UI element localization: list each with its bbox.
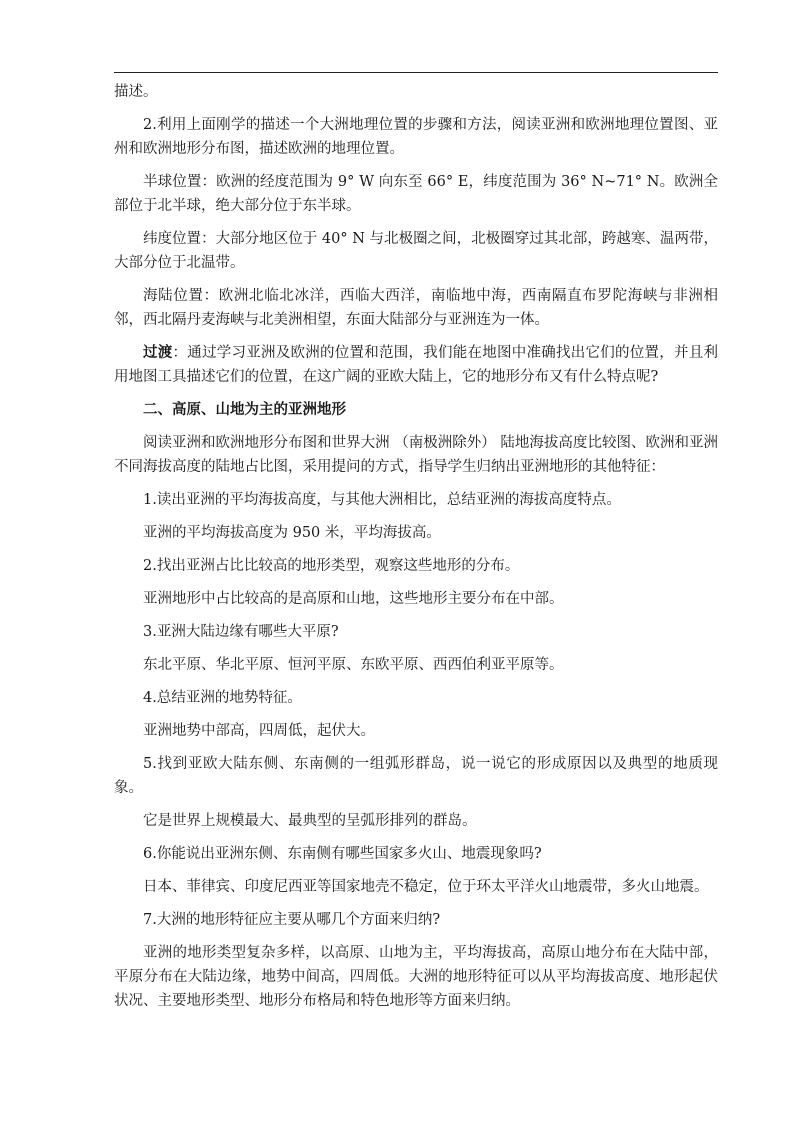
answer-3: 东北平原、华北平原、恒河平原、东欧平原、西西伯利亚平原等。 bbox=[143, 657, 564, 673]
question-6: 6.你能说出亚洲东侧、东南侧有哪些国家多火山、地震现象吗? bbox=[143, 846, 542, 862]
answer-5: 它是世界上规模最大、最典型的呈弧形排列的群岛。 bbox=[143, 813, 477, 829]
paragraph-hemisphere-position: 半球位置：欧洲的经度范围为 9° W 向东至 66° E，纬度范围为 36° N~71° N。欧洲全部位于北半球，绝大部分位于东半球。 bbox=[114, 174, 718, 214]
answer-6: 日本、菲律宾、印度尼西亚等国家地壳不稳定，位于环太平洋火山地震带，多火山地震。 bbox=[143, 879, 709, 895]
question-5: 5.找到亚欧大陆东侧、东南侧的一组弧形群岛，说一说它的形成原因以及典型的地质现象。 bbox=[114, 756, 718, 796]
paragraph-question-2: 2.利用上面刚学的描述一个大洲地理位置的步骤和方法，阅读亚洲和欧洲地理位置图、亚州和欧洲地形分布图，描述欧洲的地理位置。 bbox=[114, 117, 718, 157]
section-heading: 二、高原、山地为主的亚洲地形 bbox=[143, 401, 346, 418]
paragraph-transition: 过渡：通过学习亚洲及欧洲的位置和范围，我们能在地图中准确找出它们的位置，并且利用地图工具描述它们的位置，在这广阔的亚欧大陆上，它的地形分布又有什么特点呢? bbox=[114, 344, 718, 385]
question-1: 1.读出亚洲的平均海拔高度，与其他大洲相比，总结亚洲的海拔高度特点。 bbox=[143, 492, 621, 508]
answer-4: 亚洲地势中部高，四周低，起伏大。 bbox=[143, 723, 375, 739]
question-2: 2.找出亚洲占比比较高的地形类型，观察这些地形的分布。 bbox=[143, 558, 520, 574]
document-body bbox=[114, 80, 718, 1022]
paragraph-latitude-position: 纬度位置：大部分地区位于 40° N 与北极圈之间，北极圈穿过其北部，跨越寒、温两带，大部分位于北温带。 bbox=[114, 231, 718, 271]
answer-2: 亚洲地形中占比较高的是高原和山地，这些地形主要分布在中部。 bbox=[143, 591, 564, 607]
question-3: 3.亚洲大陆边缘有哪些大平原? bbox=[143, 624, 339, 640]
question-4: 4.总结亚洲的地势特征。 bbox=[143, 690, 302, 706]
question-7: 7.大洲的地形特征应主要从哪几个方面来归纳? bbox=[143, 912, 441, 928]
header-rule bbox=[114, 72, 718, 73]
paragraph-sea-land-position: 海陆位置：欧洲北临北冰洋，西临大西洋，南临地中海，西南隔直布罗陀海峡与非洲相邻，西北隔丹麦海峡与北美洲相望，东面大陆部分与亚洲连为一体。 bbox=[114, 288, 718, 328]
answer-7: 亚洲的地形类型复杂多样，以高原、山地为主，平均海拔高，高原山地分布在大陆中部，平原分布在大陆边缘，地势中间高，四周低。大洲的地形特征可以从平均海拔高度、地形起伏状况、主要地形类型、地形分布格局和特色地形等方面来归纳。 bbox=[114, 945, 718, 1009]
answer-1: 亚洲的平均海拔高度为 950 米，平均海拔高。 bbox=[143, 525, 441, 541]
paragraph-reading-instruction: 阅读亚洲和欧洲地形分布图和世界大洲 （南极洲除外） 陆地海拔高度比较图、欧洲和亚洲不同海拔高度的陆地占比图，采用提问的方式，指导学生归纳出亚洲地形的其他特征： bbox=[114, 435, 718, 475]
transition-label: 过渡 bbox=[143, 344, 173, 361]
paragraph-continuation: 描述。 bbox=[114, 84, 158, 100]
